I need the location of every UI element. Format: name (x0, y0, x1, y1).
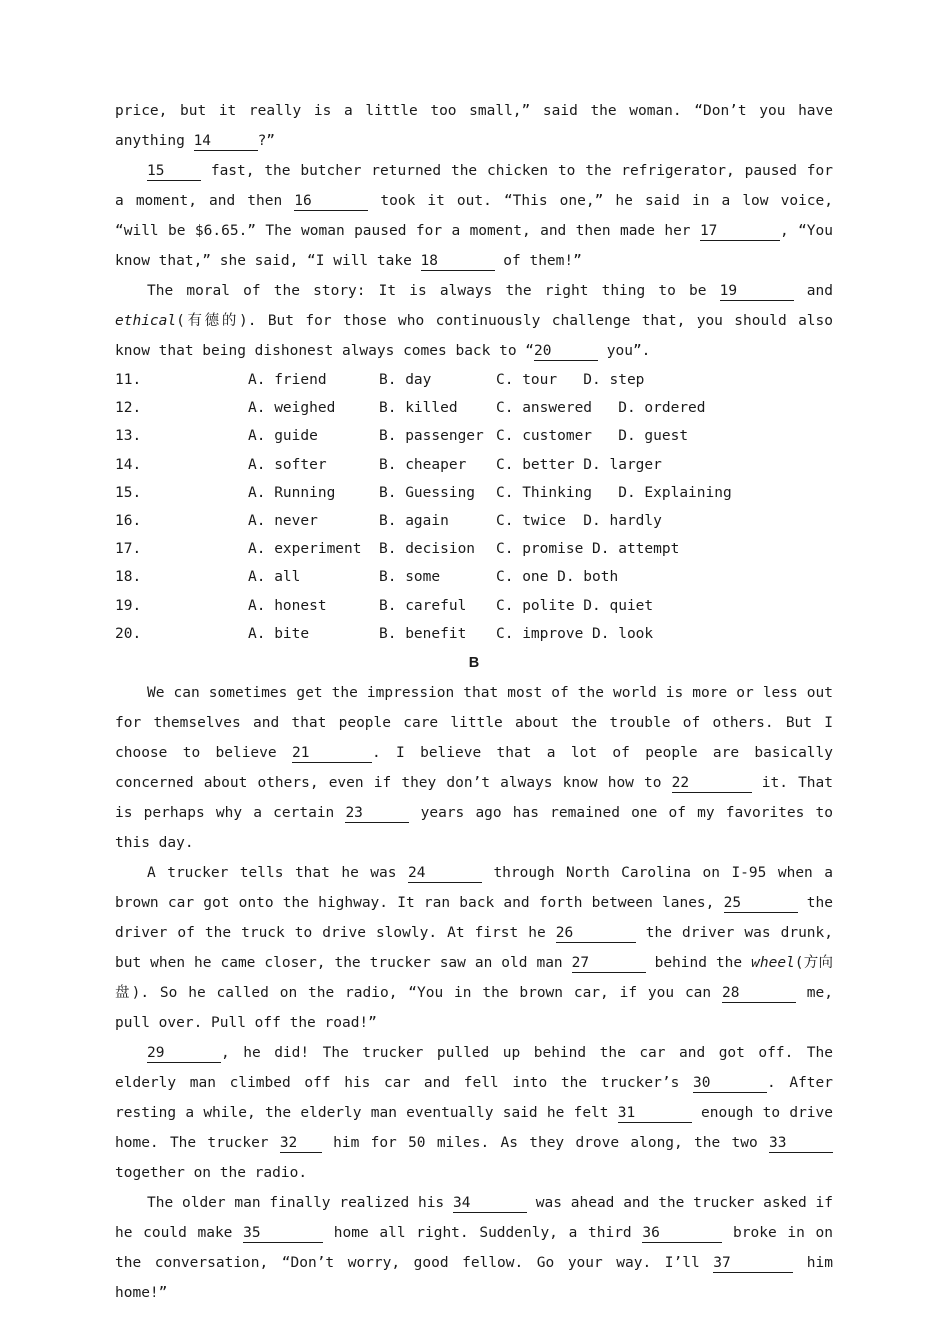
option-c-d: C. improve D. look (496, 625, 654, 642)
blank-26[interactable]: 26 (556, 924, 636, 943)
option-row (115, 394, 833, 422)
text: price, but it really is a little too small,” said the woman. “Don’t you have anything (115, 103, 833, 149)
paragraph-price (115, 96, 833, 156)
option-row (115, 507, 833, 535)
blank-16[interactable]: 16 (294, 192, 368, 211)
blank-33[interactable]: 33 (769, 1134, 833, 1153)
option-row (115, 563, 833, 591)
blank-18[interactable]: 18 (421, 252, 495, 271)
option-a: A. friend (248, 372, 327, 388)
blank-25[interactable]: 25 (724, 894, 798, 913)
text: enough to drive home. The trucker (115, 1104, 833, 1151)
italic-term: wheel (751, 954, 795, 971)
option-row (115, 620, 833, 648)
question-number: 17. (115, 541, 142, 558)
text: (方向盘). So he called on the radio, “You in the brown car, if you can (115, 954, 833, 1001)
paragraph-b4 (115, 1188, 833, 1308)
text: and (793, 283, 833, 299)
option-c-d: C. Thinking D. Explaining (496, 484, 732, 501)
text: . After resting a while, the elderly man eventually said he felt (115, 1074, 834, 1121)
paragraph-b1 (115, 678, 833, 858)
blank-30[interactable]: 30 (693, 1074, 767, 1093)
text: through North Carolina on I-95 when a brown car got onto the highway. It ran back and forth between lanes, (115, 864, 833, 911)
text: the driver was drunk, but when he came closer, the trucker saw an old man (115, 924, 833, 971)
blank-20[interactable]: 20 (534, 342, 598, 361)
text: together on the radio. (115, 1164, 308, 1181)
text: , he did! The trucker pulled up behind the car and got off. The elderly man climbed off his car and fell into the trucker’s (115, 1044, 833, 1091)
question-number: 11. (115, 372, 142, 388)
blank-37[interactable]: 37 (713, 1254, 793, 1273)
text: ?” (257, 133, 276, 149)
blank-32[interactable]: 32 (280, 1134, 322, 1153)
option-a: A. weighed (248, 400, 336, 417)
text: , “You know that,” she said, “I will take (115, 223, 833, 269)
option-b: B. benefit (379, 625, 467, 642)
document-page (115, 96, 833, 1308)
blank-36[interactable]: 36 (642, 1224, 722, 1243)
option-b: B. passenger (379, 428, 484, 445)
option-a: A. Running (248, 484, 336, 501)
option-c-d: C. customer D. guest (496, 428, 689, 445)
blank-15[interactable]: 15 (147, 162, 201, 181)
option-row (115, 479, 833, 507)
text: . I believe that a lot of people are basically concerned about others, even if they don’t always know how to (115, 744, 833, 791)
text: him home!” (115, 1254, 833, 1301)
section-heading-b: B (468, 654, 480, 671)
option-b: B. some (379, 569, 441, 586)
paragraph-moral (115, 276, 833, 366)
option-b: B. killed (379, 400, 458, 417)
option-row (115, 422, 833, 450)
text: me, pull over. Pull off the road!” (115, 984, 833, 1031)
option-a: A. honest (248, 597, 327, 614)
option-a: A. never (248, 512, 318, 529)
blank-27[interactable]: 27 (572, 954, 646, 973)
blank-34[interactable]: 34 (453, 1194, 527, 1213)
blank-14[interactable]: 14 (194, 132, 258, 151)
blank-29[interactable]: 29 (147, 1044, 221, 1063)
text: took it out. “This one,” he said in a low voice, “will be $6.65.” The woman paused for a moment, and then made her (115, 193, 833, 239)
option-c-d: C. promise D. attempt (496, 541, 680, 558)
text: behind the (645, 954, 752, 971)
option-a: A. guide (248, 428, 318, 445)
text: fast, the butcher returned the chicken to the refrigerator, paused for a moment, and then (115, 163, 833, 209)
blank-31[interactable]: 31 (618, 1104, 692, 1123)
text: (有德的). But for those who continuously challenge that, you should also know that being dishonest always comes back to “ (115, 313, 833, 359)
question-number: 19. (115, 597, 142, 614)
text: We can sometimes get the impression that most of the world is more or less out for themselves and that people care little about the trouble of others. But I choose to believe (115, 684, 833, 761)
option-a: A. all (248, 569, 301, 586)
question-number: 12. (115, 400, 142, 417)
text: The older man finally realized his (147, 1194, 453, 1211)
paragraph-butcher (115, 156, 833, 276)
question-number: 16. (115, 512, 142, 529)
text: was ahead and the trucker asked if he could make (115, 1194, 833, 1241)
paragraph-b2 (115, 858, 833, 1038)
option-b: B. decision (379, 541, 476, 558)
option-c-d: C. twice D. hardly (496, 512, 662, 529)
option-b: B. cheaper (379, 456, 467, 473)
option-b: B. careful (379, 597, 467, 614)
italic-term: ethical (115, 313, 177, 329)
text: home all right. Suddenly, a third (323, 1224, 643, 1241)
option-a: A. bite (248, 625, 310, 642)
text: it. That is perhaps why a certain (115, 774, 833, 821)
option-row (115, 592, 833, 620)
blank-23[interactable]: 23 (345, 804, 409, 823)
question-number: 13. (115, 428, 142, 445)
question-number: 18. (115, 569, 142, 586)
option-b: B. Guessing (379, 484, 476, 501)
text: A trucker tells that he was (147, 864, 408, 881)
blank-22[interactable]: 22 (672, 774, 752, 793)
blank-19[interactable]: 19 (720, 282, 794, 301)
option-a: A. softer (248, 456, 327, 473)
option-row (115, 366, 833, 394)
option-c-d: C. answered D. ordered (496, 400, 706, 417)
text: The moral of the story: It is always the right thing to be (147, 283, 720, 299)
blank-28[interactable]: 28 (722, 984, 796, 1003)
text: broke in on the conversation, “Don’t worry, good fellow. Go your way. I’ll (115, 1224, 833, 1271)
text: years ago has remained one of my favorites to this day. (115, 804, 833, 851)
option-c-d: C. polite D. quiet (496, 597, 654, 614)
blank-17[interactable]: 17 (700, 222, 780, 241)
blank-21[interactable]: 21 (292, 744, 372, 763)
option-b: B. again (379, 512, 449, 529)
option-row (115, 451, 833, 479)
text: the driver of the truck to drive slowly. At first he (115, 894, 833, 941)
option-c-d: C. one D. both (496, 569, 619, 586)
question-number: 15. (115, 484, 142, 501)
blank-35[interactable]: 35 (243, 1224, 323, 1243)
blank-24[interactable]: 24 (408, 864, 482, 883)
options-list (115, 366, 833, 648)
paragraph-b3 (115, 1038, 833, 1188)
option-c-d: C. tour D. step (496, 372, 645, 388)
text: him for 50 miles. As they drove along, the two (321, 1134, 770, 1151)
option-b: B. day (379, 372, 432, 388)
text: of them!” (494, 253, 582, 269)
option-row (115, 535, 833, 563)
question-number: 14. (115, 456, 142, 473)
question-number: 20. (115, 625, 142, 642)
option-c-d: C. better D. larger (496, 456, 662, 473)
option-a: A. experiment (248, 541, 362, 558)
text: you”. (598, 343, 651, 359)
